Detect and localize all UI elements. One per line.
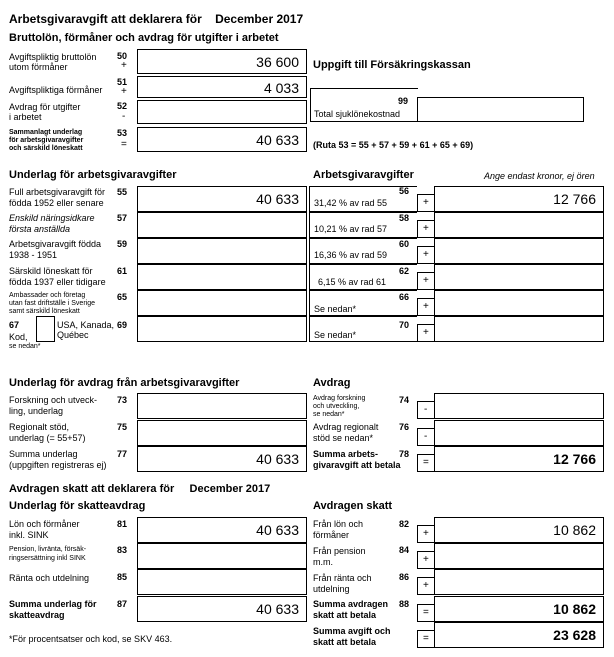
row-66-field[interactable] [434,290,604,316]
row-88-field[interactable] [434,596,604,622]
row-86-sign: + [423,580,429,591]
row-81-code: 81 [117,519,128,529]
row-60-sign-box [417,246,435,264]
row-75-label-2: underlag (= 55+57) [9,433,86,443]
row-69-field[interactable] [137,316,307,342]
row-78-sign-box [417,454,435,472]
row-62-field[interactable] [434,264,604,290]
row-83-label-1: Pension, livränta, försäk- [9,546,87,553]
row-88-code: 88 [399,599,410,609]
row-57-label-2: första anställda [9,224,71,234]
row-62-sign: + [423,275,429,286]
row-51-sign: + [121,86,127,97]
row-73-label-2: ling, underlag [9,406,64,416]
row-51-code: 51 [117,77,128,87]
row-82-label-2: förmåner [313,530,350,540]
row-55-field[interactable] [137,186,307,212]
row-82-sign: + [423,528,429,539]
row-87-label-2: skatteavdrag [9,610,65,620]
row-78-label-2: givaravgift att betala [313,460,401,470]
fk-code: 99 [398,96,409,106]
row-86-label-2: utdelning [313,584,350,594]
row-56-label: 31,42 % av rad 55 [314,198,388,208]
row-60-sign: + [423,249,429,260]
row-59-label-1: Arbetsgivaravgift födda [9,239,102,249]
row-82-code: 82 [399,519,410,529]
row-78-field[interactable] [434,446,604,472]
row-53-label-1: Sammanlagt underlag [9,129,83,136]
avgifter-heading: Arbetsgivaravgifter [313,169,414,181]
avgifter-note: Ange endast kronor, ej ören [484,171,595,181]
row-83-label-2: ringsersättning inkl SINK [9,555,86,562]
underlag-heading: Underlag för arbetsgivaravgifter [9,169,177,181]
row-76-sign: - [424,431,428,442]
row-53-field[interactable] [137,127,307,152]
row-73-code: 73 [117,395,128,405]
row-50-sign: + [121,60,127,71]
avdragunderlag-heading: Underlag för avdrag från arbetsgivaravgifter [9,377,240,389]
row-61-label-1: Särskild löneskatt för [9,266,93,276]
row-75-code: 75 [117,422,128,432]
row-70-field[interactable] [434,316,604,342]
row-65-label-3: samt särskild löneskatt [9,308,80,315]
row-58-sign: + [423,223,429,234]
row-67-kod-label: Kod, [9,332,28,342]
row-67-kod-field[interactable] [36,316,55,342]
row-66-sign: + [423,301,429,312]
row-88-sign: = [423,607,429,618]
row-62-sign-box [417,272,435,290]
row-57-code: 57 [117,213,128,223]
row-74-sign-box [417,401,435,419]
row-56-sign: + [423,197,429,208]
row-55-label-1: Full arbetsgivaravgift för [9,187,106,197]
row-82-sign-box [417,525,435,543]
row-87-code: 87 [117,599,128,609]
row-81-label-2: inkl. SINK [9,530,49,540]
row-53-code: 53 [117,128,128,138]
row-60-label: 16,36 % av rad 59 [314,250,388,260]
row-85-field[interactable] [137,569,307,595]
row-73-field[interactable] [137,393,307,419]
row-78-sign: = [423,457,429,468]
total-field[interactable] [434,622,604,648]
row-58-field[interactable] [434,212,604,238]
row-59-label-2: 1938 - 1951 [9,250,58,260]
row-77-field[interactable] [137,446,307,472]
row-84-code: 84 [399,545,410,555]
row-57-label-1: Enskild näringsidkare [9,213,95,223]
row-51-label: Avgiftspliktiga förmåner [9,85,103,95]
row-88-value: 10 862 [553,601,596,617]
row-65-code: 65 [117,292,128,302]
row-55-value: 40 633 [256,191,299,207]
row-69-country-1: USA, Kanada, [57,320,115,330]
row-86-sign-box [417,577,435,595]
row-65-field[interactable] [137,290,307,316]
row-84-sign-box [417,551,435,569]
row-53-value: 40 633 [256,132,299,148]
row-56-sign-box [417,194,435,212]
row-82-field[interactable] [434,517,604,543]
row-69-country-2: Québec [57,330,89,340]
row-82-value: 10 862 [553,522,596,538]
row-73-label-1: Forskning och utveck- [9,395,98,405]
row-86-label-1: Från ränta och [313,573,372,583]
row-60-code: 60 [399,239,410,249]
row-77-label-2: (uppgiften registreras ej) [9,460,107,470]
row-58-code: 58 [399,213,410,223]
row-50-field[interactable] [137,49,307,74]
fk-heading: Uppgift till Försäkringskassan [313,59,471,71]
row-51-field[interactable] [137,76,307,98]
row-65-label-1: Ambassader och företag [9,292,86,299]
row-50-code: 50 [117,51,128,61]
row-82-label-1: Från lön och [313,519,364,529]
row-61-code: 61 [117,266,128,276]
row-66-label: Se nedan* [314,304,357,314]
avdrag-heading: Avdrag [313,377,351,389]
row-75-field[interactable] [137,420,307,446]
row-87-label-1: Summa underlag för [9,599,97,609]
row-65-label-2: utan fast driftställe i Sverige [9,300,95,307]
skatt-title: Avdragen skatt att deklarera för December 2017 [9,483,271,495]
row-52-field[interactable] [137,100,307,124]
row-77-code: 77 [117,449,128,459]
row-50-value: 36 600 [256,54,299,70]
row-86-code: 86 [399,572,410,582]
row-81-label-1: Lön och förmåner [9,519,80,529]
row-70-sign: + [423,327,429,338]
fk-label: Total sjuklönekostnad [314,109,401,119]
row-58-sign-box [417,220,435,238]
skatteavdrag-heading: Underlag för skatteavdrag [9,500,146,512]
row-77-label-1: Summa underlag [9,449,78,459]
row-51-value: 4 033 [263,80,299,96]
avdragenskatt-heading: Avdragen skatt [313,500,393,512]
row-76-code: 76 [399,422,410,432]
row-52-label-2: i arbetet [9,112,42,122]
row-78-value: 12 766 [553,451,596,467]
row-60-field[interactable] [434,238,604,264]
row-53-label-2: för arbetsgivaravgifter [9,137,84,144]
row-59-code: 59 [117,239,128,249]
row-69-code: 69 [117,320,128,330]
total-label-2: skatt att betala [313,637,377,647]
row-88-sign-box [417,604,435,622]
row-83-field[interactable] [137,543,307,569]
row-61-field[interactable] [137,264,307,290]
row-84-field[interactable] [434,543,604,569]
row-84-label-1: Från pension [313,546,366,556]
row-70-code: 70 [399,320,410,330]
row-61-label-2: födda 1937 eller tidigare [9,277,106,287]
row-55-code: 55 [117,187,128,197]
row-52-code: 52 [117,101,128,111]
row-87-value: 40 633 [256,601,299,617]
row-70-sign-box [417,324,435,342]
row-83-code: 83 [117,545,128,555]
row-53-sign: = [121,139,127,150]
row-76-label-1: Avdrag regionalt [313,422,379,432]
row-58-label: 10,21 % av rad 57 [314,224,388,234]
total-label-1: Summa avgift och [313,626,391,636]
section-heading-bruttolon: Bruttolön, förmåner och avdrag för utgifter i arbetet [9,32,279,44]
row-52-label-1: Avdrag för utgifter [9,102,81,112]
row-59-field[interactable] [137,238,307,264]
fk-sjuklonekostnad-field[interactable] [417,97,584,122]
total-sign: = [423,633,429,644]
total-sign-box [417,630,435,648]
row-76-field[interactable] [434,420,604,446]
row-88-label-2: skatt att betala [313,610,377,620]
row-87-field[interactable] [137,596,307,622]
fk-formula: (Ruta 53 = 55 + 57 + 59 + 61 + 65 + 69) [313,140,474,150]
row-67-senedan: se nedan* [9,343,41,350]
footnote: *För procentsatser och kod, se SKV 463. [9,634,173,644]
row-74-sign: - [424,404,428,415]
row-70-label: Se nedan* [314,330,357,340]
row-78-code: 78 [399,449,410,459]
row-76-label-2: stöd se nedan* [313,433,374,443]
row-81-value: 40 633 [256,522,299,538]
total-value: 23 628 [553,627,596,643]
row-85-code: 85 [117,572,128,582]
row-57-field[interactable] [137,212,307,238]
row-84-sign: + [423,554,429,565]
row-52-sign: - [122,111,126,122]
row-50-label-1: Avgiftspliktig bruttolön [9,52,97,62]
row-74-label-1: Avdrag forskning [313,395,366,402]
row-76-sign-box [417,428,435,446]
row-74-label-2: och utveckling, [313,403,360,410]
row-67-code: 67 [9,320,20,330]
row-77-value: 40 633 [256,451,299,467]
row-62-label: 6,15 % av rad 61 [318,277,387,287]
page-title: Arbetsgivaravgift att deklarera för December 2017 [9,12,304,26]
row-75-label-1: Regionalt stöd, [9,422,70,432]
row-66-code: 66 [399,292,410,302]
row-85-label: Ränta och utdelning [9,573,90,583]
row-62-code: 62 [399,266,410,276]
row-50-label-2: utom förmåner [9,62,68,72]
row-56-code: 56 [399,186,410,196]
row-86-field[interactable] [434,569,604,595]
row-53-label-3: och särskild löneskatt [9,145,83,152]
row-81-field[interactable] [137,517,307,543]
row-84-label-2: m.m. [313,557,333,567]
row-55-label-2: födda 1952 eller senare [9,198,104,208]
row-78-label-1: Summa arbets- [313,449,379,459]
row-56-value: 12 766 [553,191,596,207]
row-56-field[interactable] [434,186,604,212]
row-74-field[interactable] [434,393,604,419]
row-66-sign-box [417,298,435,316]
row-74-code: 74 [399,395,410,405]
row-74-label-3: se nedan* [313,411,345,418]
row-88-label-1: Summa avdragen [313,599,389,609]
